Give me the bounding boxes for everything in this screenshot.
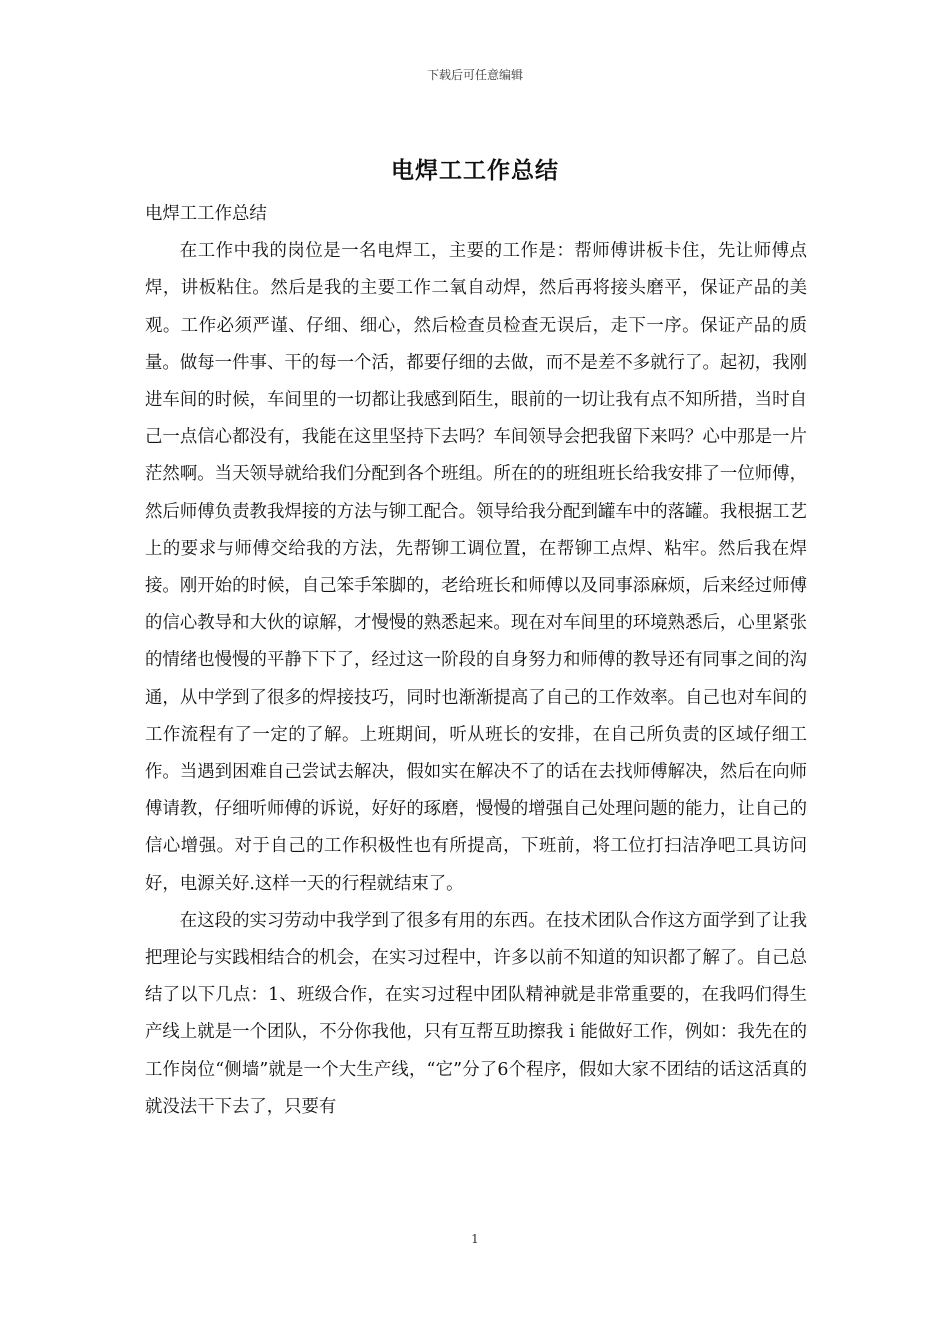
document-subtitle: 电焊工工作总结 <box>145 204 267 224</box>
body-paragraph-2: 在这段的实习劳动中我学到了很多有用的东西。在技术团队合作这方面学到了让我把理论与实践相结合的机会，在实习过程中，许多以前不知道的知识都了解了。自己总结了以下几点：1、班级合作，在实习过程中团队精神就是非常重要的，在我吗们得生产线上就是一个团队，不分你我他，只有互帮互助擦我ｉ能做好工作，例如：我先在的工作岗位“侧墙”就是一个大生产线，“它”分了6个程序，假如大家不团结的话这活真的就没法干下去了，只要有 <box>145 910 807 1117</box>
header-note: 下载后可任意编辑 <box>426 68 523 82</box>
page-number: 1 <box>471 1232 479 1246</box>
document-title: 电焊工工作总结 <box>391 157 559 184</box>
body-paragraph-1: 在工作中我的岗位是一名电焊工，主要的工作是：帮师傅讲板卡住，先让师傅点焊，讲板粘住。然后是我的主要工作二氧自动焊，然后再将接头磨平，保证产品的美观。工作必须严谨、仔细、细心，然后检查员检查无误后，走下一序。保证产品的质量。做每一件事、干的每一个活，都要仔细的去做，而不是差不多就行了。起初，我刚进车间的时候，车间里的一切都让我感到陌生，眼前的一切让我有点不知所措，当时自己一点信心都没有，我能在这里坚持下去吗？车间领导会把我留下来吗？心中那是一片茫然啊。当天领导就给我们分配到各个班组。所在的的班组班长给我安排了一位师傅，然后师傅负责教我焊接的方法与铆工配合。领导给我分配到罐车中的落罐。我根据工艺上的要求与师傅交给我的方法，先帮铆工调位置，在帮铆工点焊、粘牢。然后我在焊接。刚开始的时候，自己笨手笨脚的，老给班长和师傅以及同事添麻烦，后来经过师傅的信心教导和大伙的谅解，才慢慢的熟悉起来。现在对车间里的环境熟悉后，心里紧张的情绪也慢慢的平静下下了，经过这一阶段的自身努力和师傅的教导还有同事之间的沟通，从中学到了很多的焊接技巧，同时也渐渐提高了自己的工作效率。自己也对车间的工作流程有了一定的了解。上班期间，听从班长的安排，在自己所负责的区域仔细工作。当遇到困难自己尝试去解决，假如实在解决不了的话在去找师傅解决，然后在向师傅请教，仔细听师傅的诉说，好好的琢磨，慢慢的增强自己处理问题的能力，让自己的信心增强。对于自己的工作积极性也有所提高，下班前，将工位打扫洁净吧工具访问好，电源关好.这样一天的行程就结束了。 <box>145 241 807 894</box>
document-body <box>145 196 807 1126</box>
